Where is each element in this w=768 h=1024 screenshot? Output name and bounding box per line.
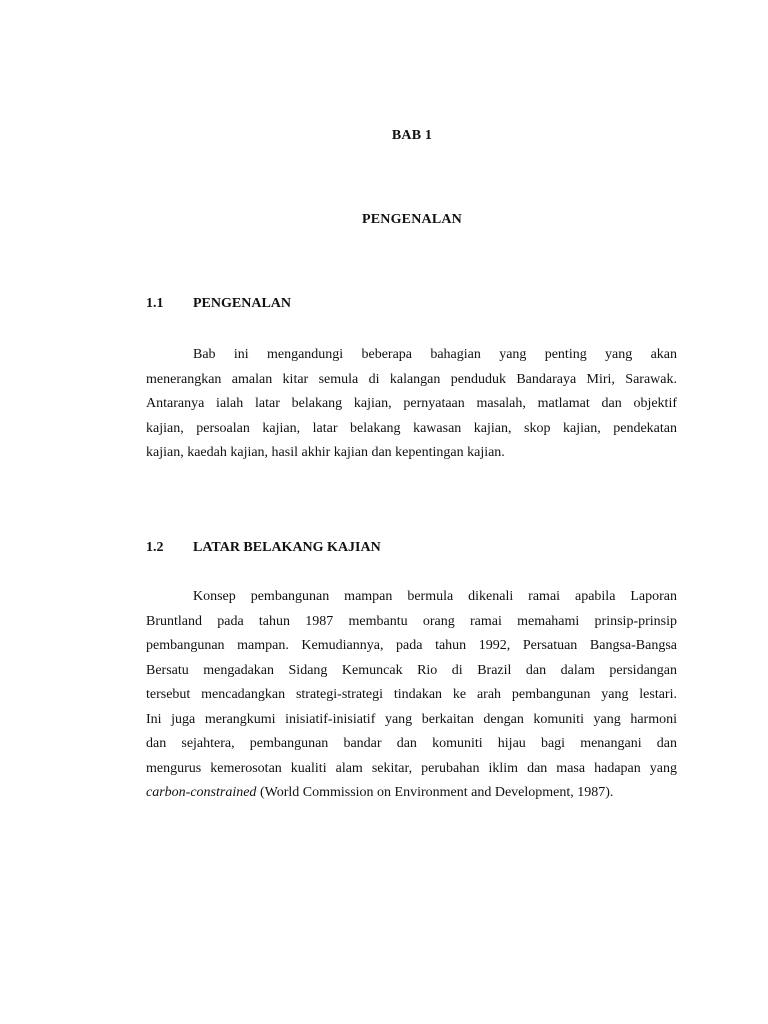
- paragraph-line: dan sejahtera, pembangunan bandar dan komuniti hijau bagi menangani dan: [146, 736, 677, 751]
- paragraph-line: tersebut mencadangkan strategi-strategi tindakan ke arah pembangunan yang lestari.: [146, 687, 677, 702]
- paragraph-line: kajian, persoalan kajian, latar belakang kawasan kajian, skop kajian, pendekatan: [146, 420, 677, 436]
- paragraph-line: Konsep pembangunan mampan bermula dikenali ramai apabila Laporan: [193, 589, 677, 604]
- paragraph-line: Ini juga merangkumi inisiatif-inisiatif yang berkaitan dengan komuniti yang harmoni: [146, 711, 677, 727]
- section-title: LATAR BELAKANG KAJIAN: [193, 540, 381, 555]
- chapter-label: BAB 1: [391, 128, 433, 143]
- paragraph-line: Bab ini mengandungi beberapa bahagian yang penting yang akan: [193, 347, 677, 362]
- paragraph-line: menerangkan amalan kitar semula di kalangan penduduk Bandaraya Miri, Sarawak.: [146, 371, 677, 387]
- citation-text: (World Commission on Environment and Development, 1987).: [256, 785, 614, 800]
- paragraph-line: Bersatu mengadakan Sidang Kemuncak Rio di Brazil dan dalam persidangan: [146, 662, 677, 678]
- section-number: 1.1: [146, 296, 164, 311]
- paragraph-line: kajian, kaedah kajian, hasil akhir kajian dan kepentingan kajian.: [146, 445, 505, 460]
- paragraph-line: pembangunan mampan. Kemudiannya, pada tahun 1992, Persatuan Bangsa-Bangsa: [146, 638, 677, 653]
- paragraph-line: mengurus kemerosotan kualiti alam sekitar, perubahan iklim dan masa hadapan yang: [146, 760, 677, 776]
- paragraph-latar-belakang: [146, 585, 677, 806]
- chapter-title: PENGENALAN: [361, 212, 462, 227]
- section-title: PENGENALAN: [193, 296, 292, 311]
- paragraph-line-final: [146, 781, 677, 806]
- italic-term: carbon-constrained: [146, 785, 257, 800]
- paragraph-line: Bruntland pada tahun 1987 membantu orang ramai memahami prinsip-prinsip: [146, 613, 677, 629]
- section-number: 1.2: [146, 540, 164, 555]
- section-heading-1-2: [146, 540, 381, 556]
- paragraph-line: Antaranya ialah latar belakang kajian, pernyataan masalah, matlamat dan objektif: [146, 396, 677, 411]
- paragraph-pengenalan: [146, 343, 677, 466]
- section-heading-1-1: [146, 296, 291, 312]
